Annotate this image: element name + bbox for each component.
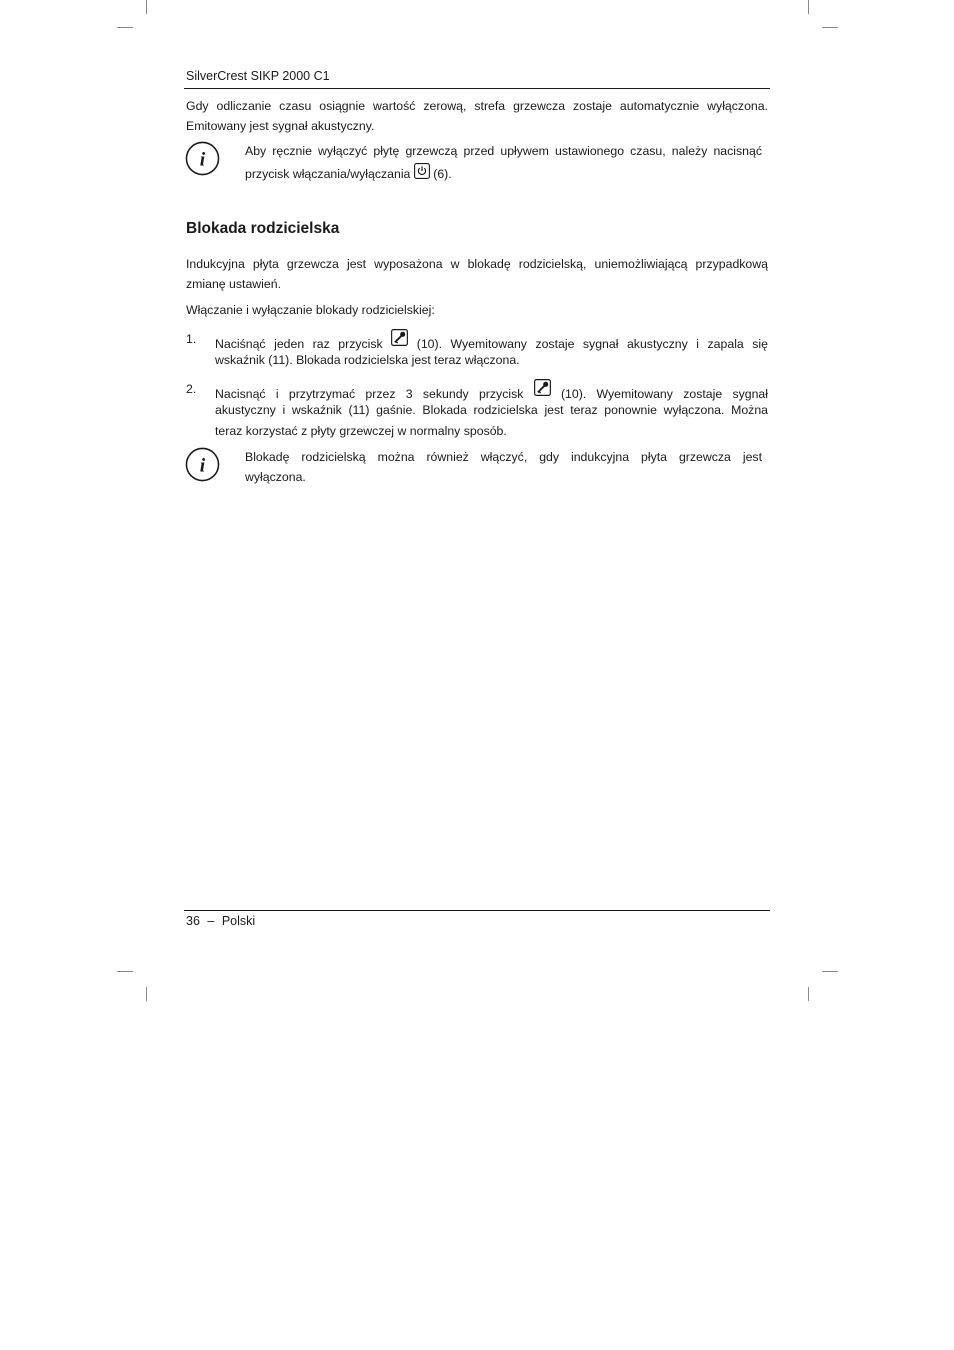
crop-mark [822, 27, 838, 28]
note2-line-1: Blokadę rodzicielską można również włączyć, gdy indukcyjna płyta grzewcza jest [245, 450, 762, 464]
section-desc-line-1: Indukcyjna płyta grzewcza jest wyposażona w blokadę rodzicielską, uniemożliwiającą przypadkową [186, 257, 768, 271]
section-heading: Blokada rodzicielska [186, 220, 340, 237]
step-2-text: Nacisnąć i przytrzymać przez 3 sekundy przycisk [215, 387, 524, 401]
step-2-line-2: akustyczny i wskaźnik (11) gaśnie. Blokada rodzicielska jest teraz ponownie wyłączona. Można [215, 403, 768, 417]
step-2-line-3: teraz korzystać z płyty grzewczej w normalny sposób. [215, 424, 507, 438]
step-1-number: 1. [186, 332, 197, 346]
crop-mark [808, 987, 809, 1001]
crop-mark [146, 987, 147, 1001]
header-rule [184, 88, 770, 89]
note1-line-2 [245, 163, 762, 185]
step-1-line-2: wskaźnik (11). Blokada rodzicielska jest teraz włączona. [215, 353, 520, 367]
crop-mark [822, 971, 838, 972]
note1-line-2-ref: (6). [433, 167, 452, 181]
step-2-ref: (10). Wyemitowany zostaje sygnał [560, 387, 768, 401]
step-2-number: 2. [186, 382, 197, 396]
footer-separator: – [207, 914, 215, 928]
crop-mark [808, 0, 809, 14]
power-icon [414, 163, 430, 179]
footer-rule [184, 910, 770, 911]
note2-line-2: wyłączona. [245, 470, 306, 484]
svg-text:i: i [199, 455, 206, 477]
step-1-ref: (10). Wyemitowany zostaje sygnał akustyczny i zapala się [416, 337, 768, 351]
info-icon [185, 141, 220, 176]
key-icon [391, 329, 408, 346]
crop-mark [117, 971, 133, 972]
intro-line-2: Emitowany jest sygnał akustyczny. [186, 119, 375, 133]
svg-text:i: i [199, 149, 206, 171]
intro-line-1: Gdy odliczanie czasu osiągnie wartość zerową, strefa grzewcza zostaje automatycznie wyłączona. [186, 99, 768, 113]
info-icon [185, 447, 220, 482]
note1-line-2-text: przycisk włączania/wyłączania [245, 167, 411, 181]
key-icon [534, 379, 551, 396]
step-1-text: Naciśnąć jeden raz przycisk [215, 337, 383, 351]
crop-mark [117, 27, 133, 28]
footer-language: Polski [221, 914, 256, 928]
header-title: SilverCrest SIKP 2000 C1 [186, 69, 330, 83]
note1-line-1: Aby ręcznie wyłączyć płytę grzewczą przed upływem ustawionego czasu, należy nacisnąć [245, 144, 762, 158]
page-number: 36 [186, 914, 200, 928]
crop-mark [146, 0, 147, 14]
page-footer [186, 914, 255, 928]
section-subheading: Włączanie i wyłączanie blokady rodzicielskiej: [186, 303, 435, 317]
section-desc-line-2: zmianę ustawień. [186, 277, 282, 291]
